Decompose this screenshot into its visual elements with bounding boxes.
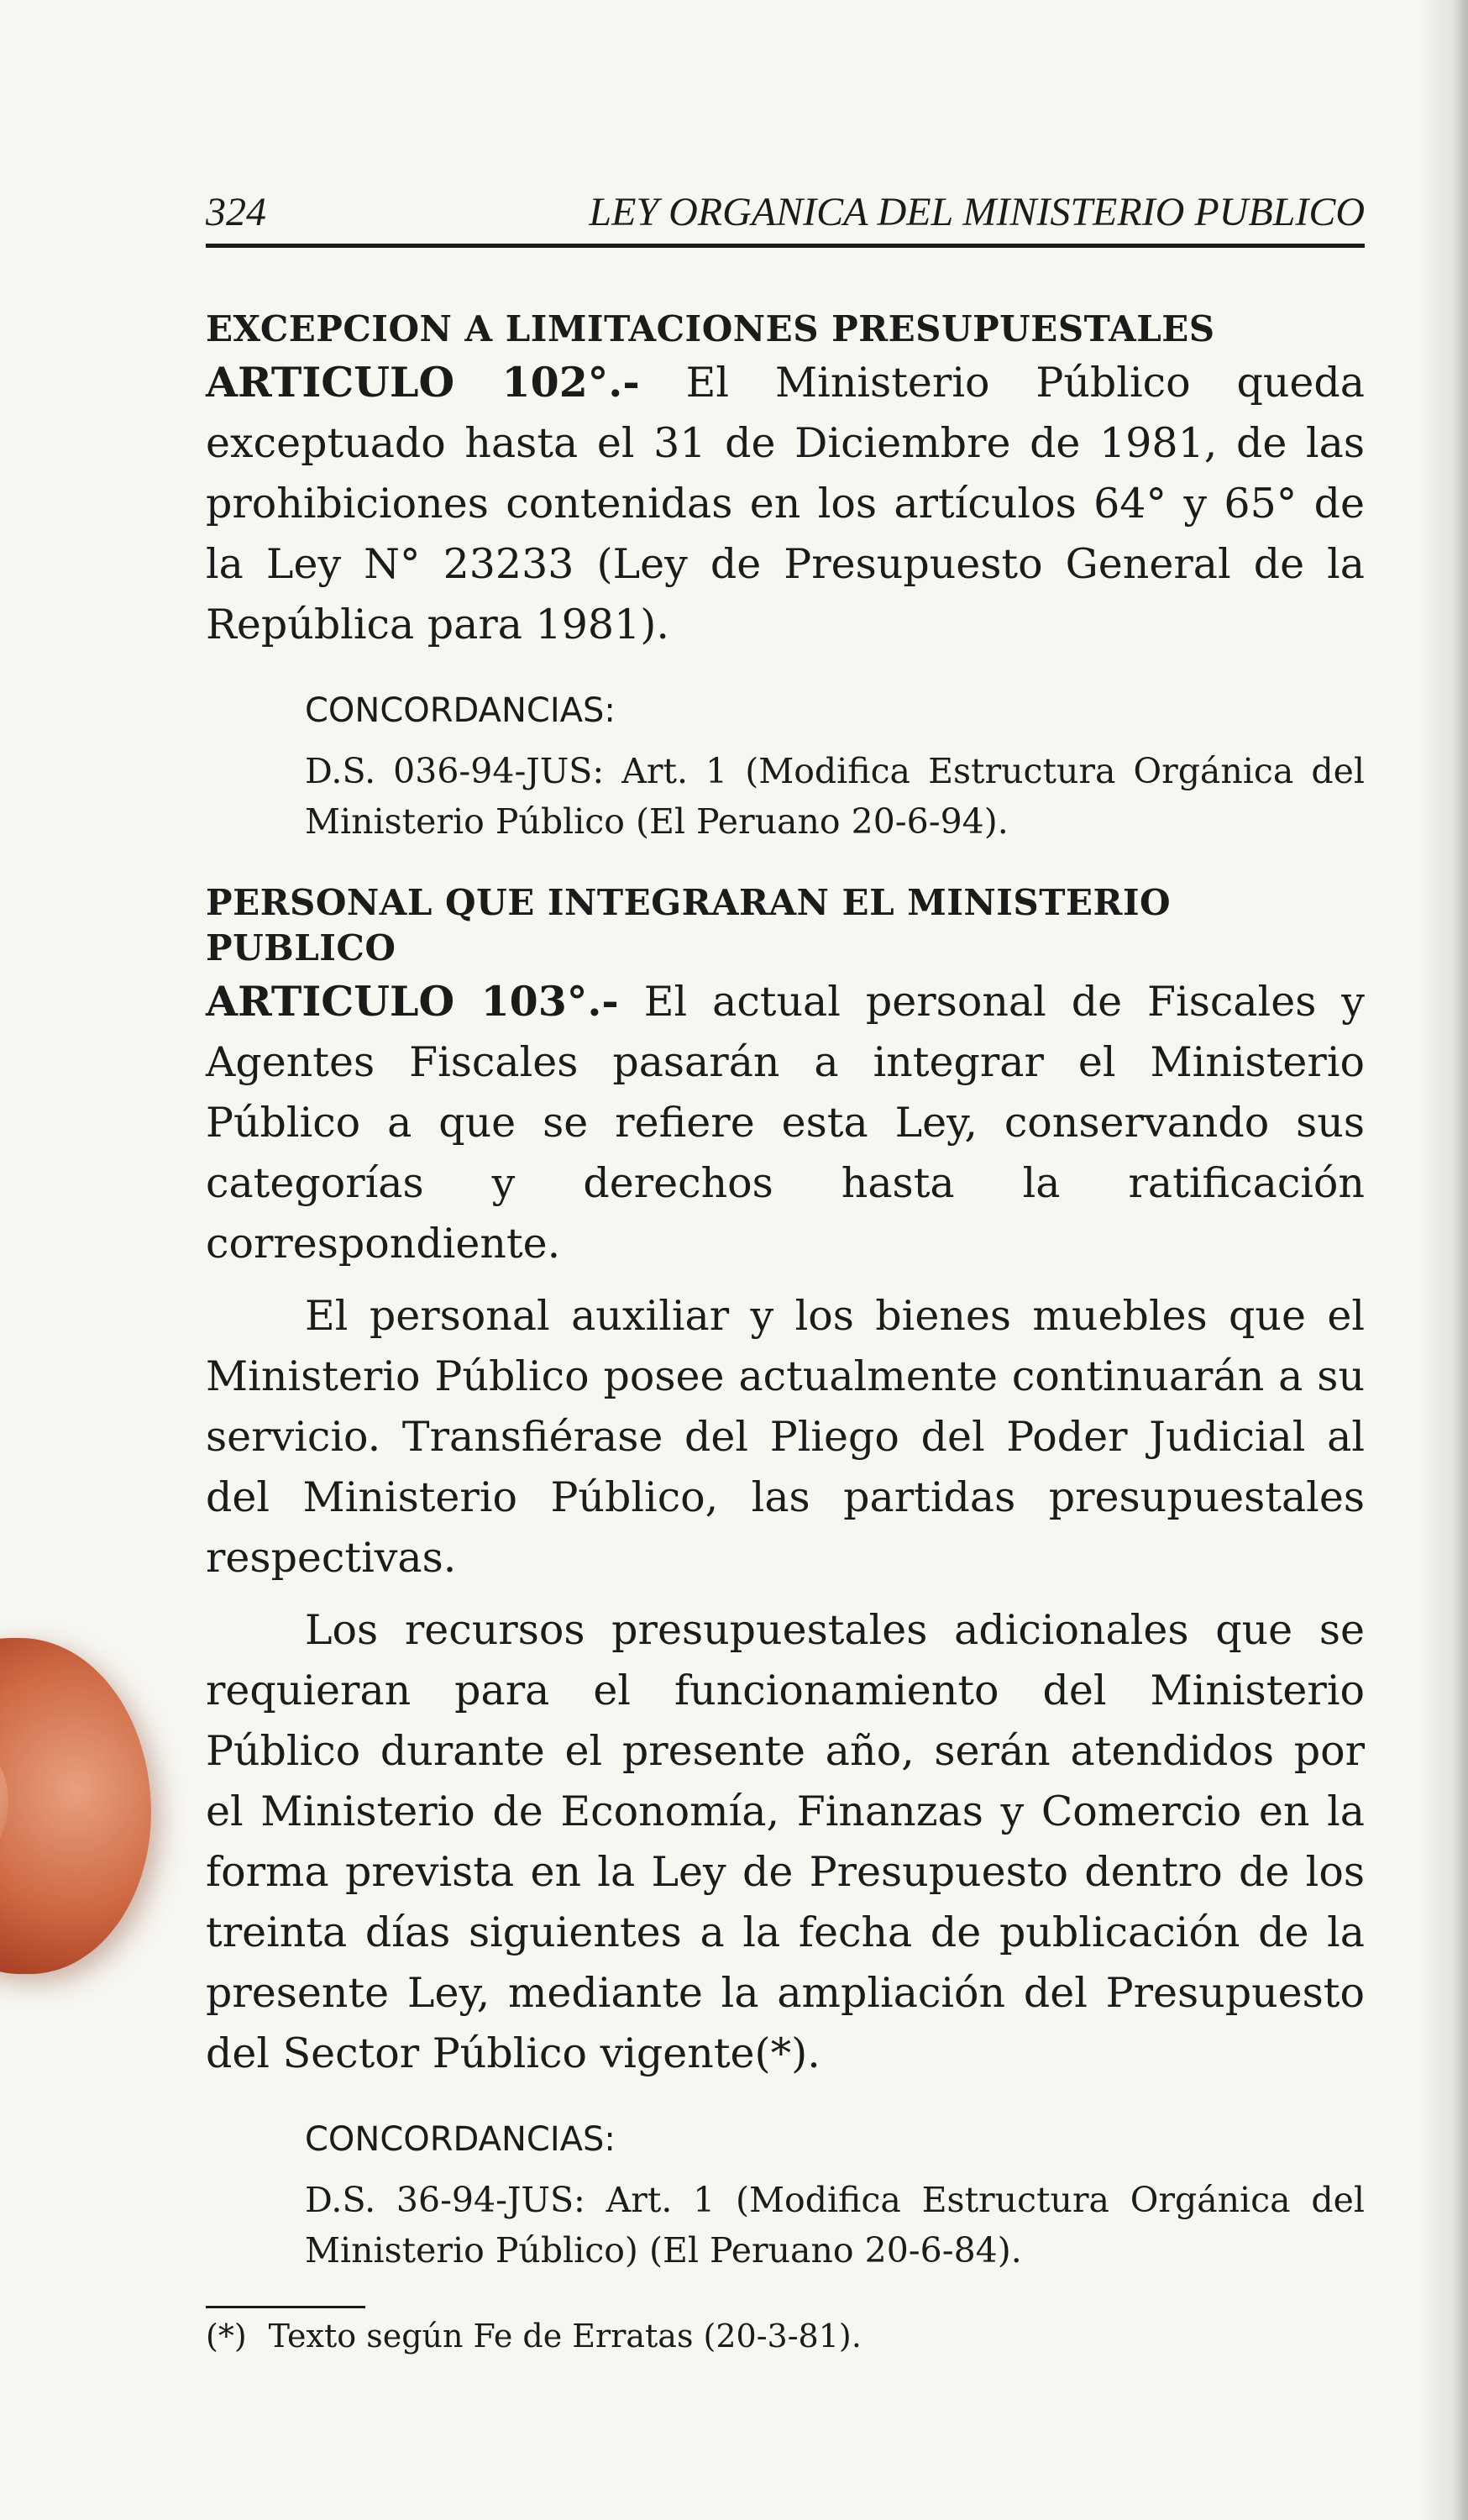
page-number: 324 [206,190,266,234]
footnote-text: Texto según Fe de Erratas (20-3-81). [268,2318,862,2355]
article-102-text: El Ministerio Público queda exceptuado hasta el 31 de Diciembre de 1981, de las prohibiciones contenidas en los artículos 64° y 65° de la Ley N° 23233 (Ley de Presupuesto General de la República para 1981). [206,359,1365,648]
finger-holding-page [0,1638,151,1974]
fingernail [0,1739,8,1865]
article-103-paragraph-3: Los recursos presupuestales adicionales que se requieran para el funcionamiento del Ministerio Público durante el presente año, serán atendidos por el Ministerio de Economía, Finanzas y Comercio en la forma prevista en la Ley de Presupuesto dentro de los treinta días siguientes a la fecha de publicación de la presente Ley, mediante la ampliación del Presupuesto del Sector Público vigente(*). [206,1606,1365,2077]
article-103 [206,971,1365,1274]
article-102 [206,352,1365,655]
page-edge-shadow [1418,0,1468,2520]
article-103-text: El actual personal de Fiscales y Agentes Fiscales pasarán a integrar el Ministerio Público a que se refiere esta Ley, conservando sus categorías y derechos hasta la ratificación correspondiente. [206,978,1365,1268]
section-heading-102: EXCEPCION A LIMITACIONES PRESUPUESTALES [206,308,1215,349]
book-page [206,189,1365,2357]
concordancias-label-102: CONCORDANCIAS: [305,691,616,730]
footnote [206,2315,1365,2357]
page-header [206,189,1365,248]
article-102-title: ARTICULO 102°.- [206,358,640,407]
footnote-marker: (*) [206,2318,247,2355]
running-title: LEY ORGANICA DEL MINISTERIO PUBLICO [589,190,1365,234]
concordancias-text-102: D.S. 036-94-JUS: Art. 1 (Modifica Estructura Orgánica del Ministerio Público (El Peruano 20-6-94). [305,751,1365,842]
footnote-divider [206,2306,365,2308]
article-103-title: ARTICULO 103°.- [206,977,619,1026]
article-103-paragraph-2: El personal auxiliar y los bienes muebles que el Ministerio Público posee actualmente continuarán a su servicio. Transfiérase del Pliego del Poder Judicial al del Ministerio Público, las partidas presupuestales respectivas. [206,1292,1365,1582]
concordancias-text-103: D.S. 36-94-JUS: Art. 1 (Modifica Estructura Orgánica del Ministerio Público) (El Peruano 20-6-84). [305,2180,1365,2271]
section-heading-103: PERSONAL QUE INTEGRARAN EL MINISTERIO PUBLICO [206,882,1172,969]
concordancias-label-103: CONCORDANCIAS: [305,2120,616,2159]
